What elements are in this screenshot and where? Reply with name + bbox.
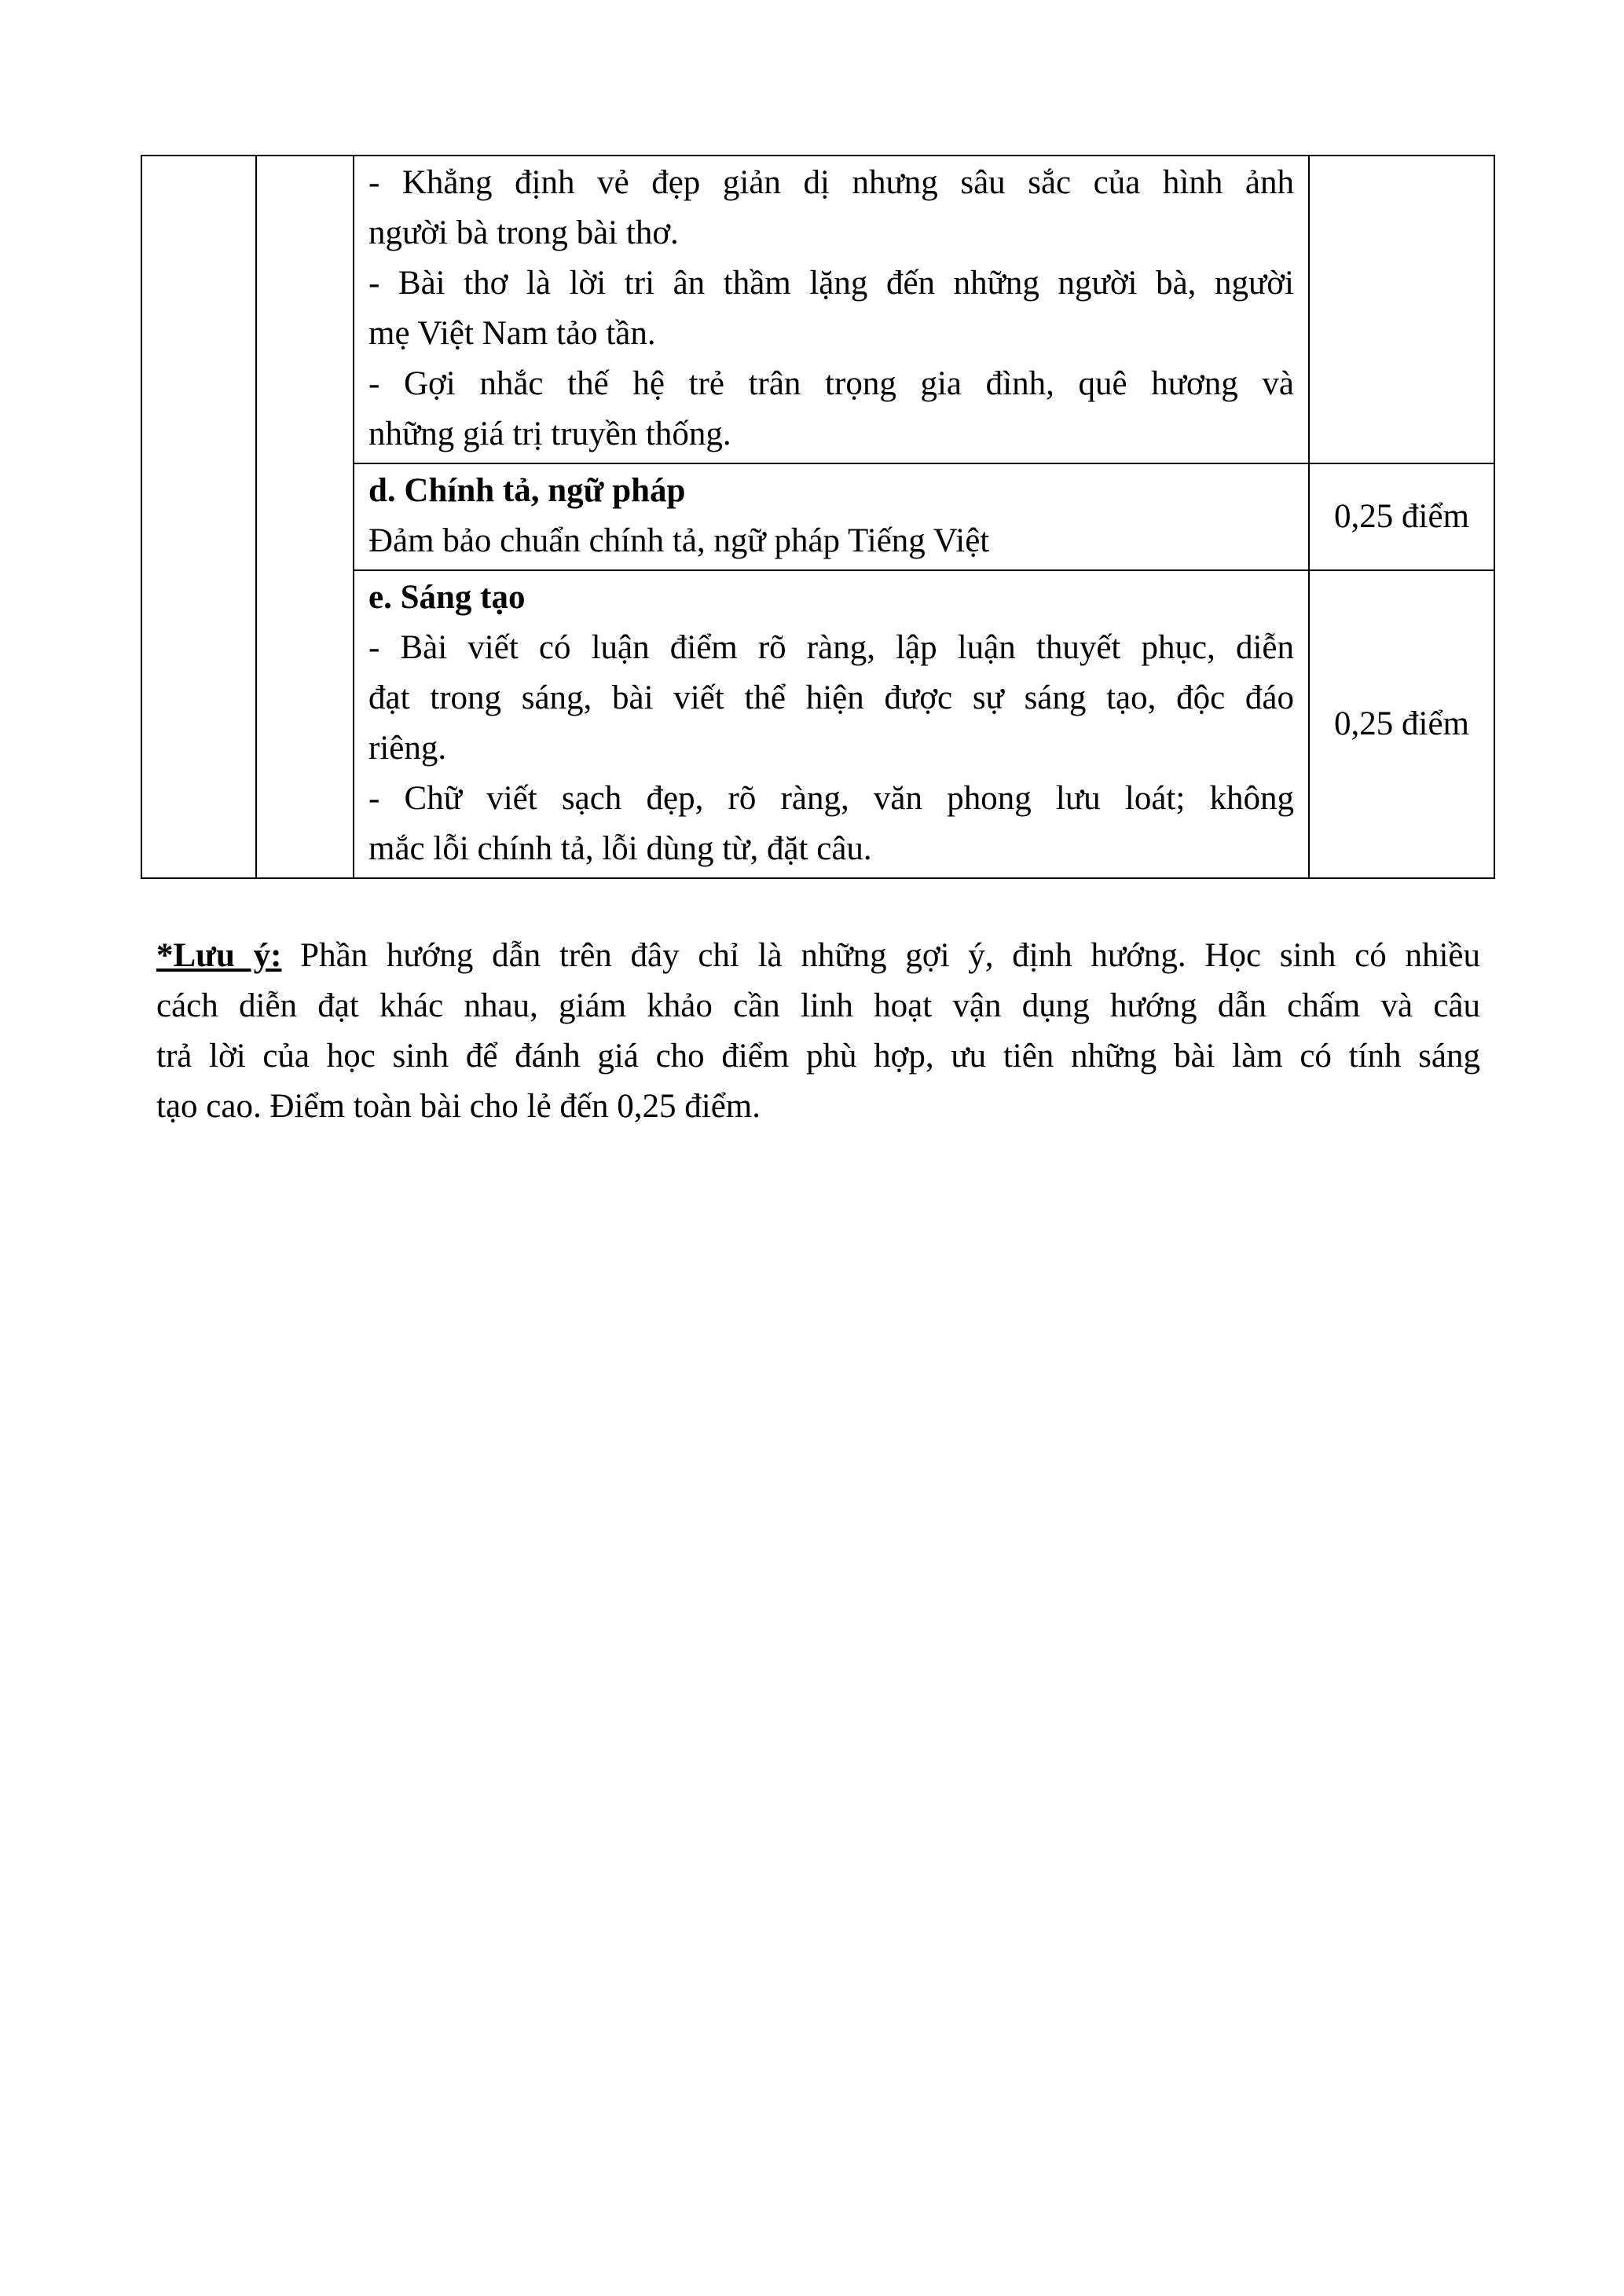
content-line: riêng. — [368, 730, 447, 767]
content-line: mẹ Việt Nam tảo tần. — [368, 315, 656, 352]
criterion-heading: d. Chính tả, ngữ pháp — [368, 472, 686, 509]
note-label: *Lưu ý: — [156, 937, 282, 974]
note-text: Phần hướng dẫn trên đây chỉ là những gợi ý, định hướng. Học sinh có nhiều — [281, 937, 1480, 974]
note-line — [156, 931, 1480, 981]
content-line: Đảm bảo chuẩn chính tả, ngữ pháp Tiếng Việt — [368, 522, 990, 559]
criterion-heading: e. Sáng tạo — [368, 579, 526, 616]
content-line: - Gợi nhắc thế hệ trẻ trân trọng gia đình, quê hương và — [368, 365, 1294, 402]
note-line: trả lời của học sinh để đánh giá cho điểm phù hợp, ưu tiên những bài làm có tính sáng — [156, 1038, 1480, 1075]
score-cell — [1309, 156, 1494, 463]
content-line: người bà trong bài thơ. — [368, 214, 679, 251]
content-line: - Khẳng định vẻ đẹp giản dị nhưng sâu sắc của hình ảnh — [368, 164, 1294, 201]
content-cell — [354, 463, 1309, 570]
content-cell — [354, 570, 1309, 878]
content-line: - Bài viết có luận điểm rõ ràng, lập luận thuyết phục, diễn — [368, 629, 1294, 666]
content-line: mắc lỗi chính tả, lỗi dùng từ, đặt câu. — [368, 830, 872, 867]
note-line: cách diễn đạt khác nhau, giám khảo cần linh hoạt vận dụng hướng dẫn chấm và câu — [156, 987, 1480, 1024]
score-value: 0,25 điểm — [1309, 570, 1494, 878]
note-line: tạo cao. Điểm toàn bài cho lẻ đến 0,25 điểm. — [156, 1088, 761, 1125]
content-line: - Chữ viết sạch đẹp, rõ ràng, văn phong lưu loát; không — [368, 780, 1294, 817]
content-line: đạt trong sáng, bài viết thể hiện được sự sáng tạo, độc đáo — [368, 679, 1294, 716]
content-cell — [354, 156, 1309, 463]
part-cell — [141, 156, 256, 878]
score-value: 0,25 điểm — [1309, 463, 1494, 570]
note-paragraph — [156, 931, 1480, 1132]
section-cell — [256, 156, 354, 878]
content-line: - Bài thơ là lời tri ân thầm lặng đến những người bà, người — [368, 265, 1294, 302]
content-line: những giá trị truyền thống. — [368, 416, 731, 452]
table-row — [141, 156, 1494, 463]
grading-table — [141, 155, 1495, 879]
